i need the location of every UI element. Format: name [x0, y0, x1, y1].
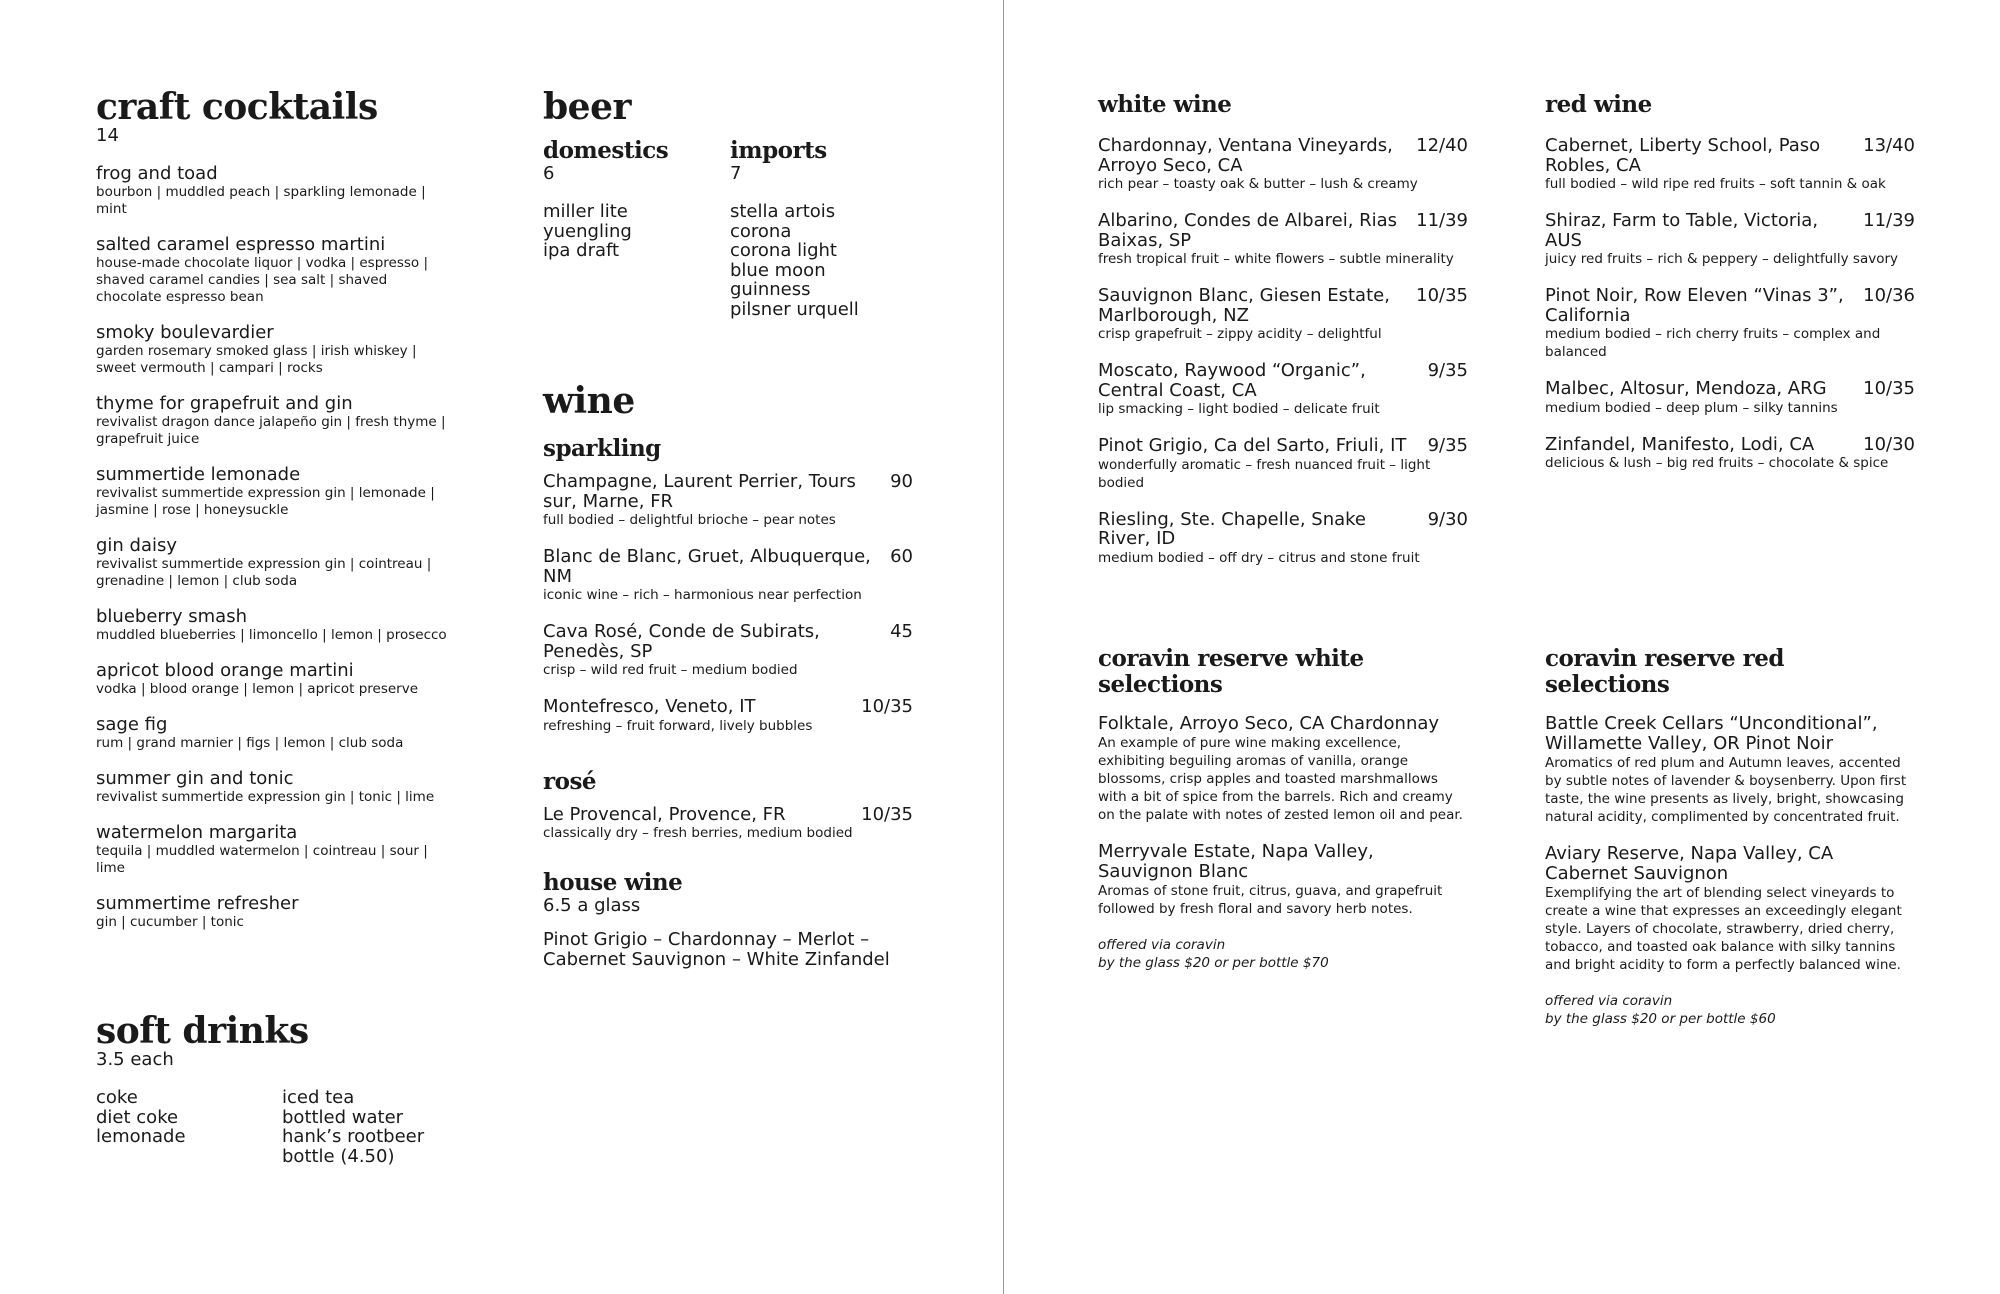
- red-wine-item: [1545, 136, 1915, 193]
- wine-desc: rich pear – toasty oak & butter – lush & creamy: [1098, 176, 1418, 192]
- red-wine-item: [1545, 211, 1915, 268]
- cocktail-desc: revivalist summertide expression gin | tonic | lime: [96, 789, 435, 805]
- wine-price: 11/39: [1863, 210, 1915, 231]
- wine-name: Shiraz, Farm to Table, Victoria, AUS: [1545, 210, 1819, 251]
- cocktail-desc: house-made chocolate liquor | vodka | espresso | shaved caramel candies | sea salt | shaved chocolate espresso bean: [96, 255, 429, 305]
- white-wine-item: [1098, 136, 1468, 193]
- wine-name: Le Provencal, Provence, FR: [543, 803, 786, 825]
- red-wine-item: [1545, 379, 1915, 417]
- house-wine-title: house wine: [543, 869, 683, 896]
- cocktail-desc: tequila | muddled watermelon | cointreau | sour | lime: [96, 843, 428, 876]
- coravin-white-title: coravin reserve white selections: [1098, 645, 1364, 698]
- wine-name: Cabernet, Liberty School, Paso Robles, CA: [1545, 135, 1821, 176]
- wine-price: 12/40: [1416, 135, 1468, 156]
- white-wine-title: white wine: [1098, 91, 1232, 118]
- reserve-name: Folktale, Arroyo Seco, CA Chardonnay: [1098, 713, 1440, 734]
- wine-name: Pinot Noir, Row Eleven “Vinas 3”, California: [1545, 285, 1844, 326]
- soft-drinks-list-2: [282, 1088, 424, 1166]
- cocktail-item: [96, 536, 456, 590]
- reserve-desc: Exemplifying the art of blending select vineyards to create a wine that expresses an exceedingly elegant style. Layers of chocolate, strawberry, dried cherry, tobacco, and toasted oak balance with silky tannins and bright acidity to form a perfectly balanced wine.: [1545, 885, 1902, 973]
- cocktail-desc: garden rosemary smoked glass | irish whiskey | sweet vermouth | campari | rocks: [96, 343, 417, 376]
- reserve-desc: Aromatics of red plum and Autumn leaves, accented by subtle notes of lavender & boysenberry. Upon first taste, the wine presents as lively, bright, showcasing natural acidity, complimented by concentrated fruit.: [1545, 755, 1907, 825]
- wine-price: 60: [890, 546, 913, 567]
- rose-item: [543, 805, 913, 843]
- wine-desc: iconic wine – rich – harmonious near perfection: [543, 587, 862, 603]
- imports-group: [730, 138, 859, 319]
- wine-name: Chardonnay, Ventana Vineyards, Arroyo Seco, CA: [1098, 135, 1393, 176]
- sparkling-list: [543, 472, 913, 735]
- wine-name: Albarino, Condes de Albarei, Rias Baixas, SP: [1098, 210, 1398, 251]
- rose-title: rosé: [543, 767, 597, 795]
- coravin-white-list: [1098, 714, 1468, 918]
- white-wine-item: [1098, 510, 1468, 567]
- coravin-red-note-1: offered via coravin: [1545, 993, 1673, 1009]
- wine-row: [543, 622, 913, 661]
- wine-desc: crisp – wild red fruit – medium bodied: [543, 662, 798, 678]
- sparkling-item: [543, 622, 913, 679]
- cocktails-section: [96, 88, 456, 948]
- cocktails-title: craft cocktails: [96, 86, 378, 128]
- soft-drink-item: coke: [96, 1087, 138, 1108]
- coravin-white-note-2: by the glass $20 or per bottle $70: [1098, 955, 1329, 971]
- wine-row: [543, 697, 913, 717]
- page-divider: [1003, 0, 1004, 1294]
- sparkling-title: sparkling: [543, 435, 661, 462]
- cocktail-desc: bourbon | muddled peach | sparkling lemonade | mint: [96, 184, 426, 217]
- cocktail-desc: gin | cucumber | tonic: [96, 914, 244, 930]
- soft-drink-item: diet coke: [96, 1106, 179, 1128]
- domestics-title: domestics: [543, 137, 669, 164]
- cocktail-name: frog and toad: [96, 163, 218, 184]
- soft-drink-item: bottled water: [282, 1106, 404, 1128]
- wine-desc: classically dry – fresh berries, medium bodied: [543, 825, 853, 841]
- beer-item: blue moon: [730, 259, 826, 281]
- red-wine-item: [1545, 435, 1915, 473]
- wine-row: [1098, 436, 1468, 456]
- cocktail-list: [96, 164, 456, 931]
- cocktail-item: [96, 394, 456, 448]
- cocktail-item: [96, 235, 456, 306]
- coravin-red-item: [1545, 844, 1915, 974]
- wine-desc: refreshing – fruit forward, lively bubbles: [543, 717, 813, 734]
- coravin-white-item: [1098, 714, 1468, 824]
- wine-price: 9/35: [1427, 360, 1468, 381]
- imports-list: [730, 202, 859, 319]
- white-wine-item: [1098, 436, 1468, 492]
- reserve-desc: An example of pure wine making excellence, exhibiting beguiling aromas of vanilla, orange blossoms, crisp apples and toasted marshmallows with a bit of spice from the barrels. Rich and creamy on the palate with notes of zested lemon oil and pear.: [1098, 735, 1463, 823]
- cocktail-item: [96, 164, 456, 218]
- cocktail-name: summer gin and tonic: [96, 768, 294, 789]
- cocktail-name: sage fig: [96, 714, 168, 735]
- cocktail-desc: revivalist dragon dance jalapeño gin | fresh thyme | grapefruit juice: [96, 414, 446, 447]
- beer-item: pilsner urquell: [730, 298, 859, 320]
- reserve-desc: Aromas of stone fruit, citrus, guava, and grapefruit followed by fresh floral and savory herb notes.: [1098, 883, 1443, 917]
- cocktail-item: [96, 769, 456, 806]
- beer-item: guinness: [730, 279, 811, 300]
- wine-title: wine: [543, 380, 635, 422]
- wine-price: 10/36: [1863, 285, 1915, 306]
- wine-desc: full bodied – delightful brioche – pear notes: [543, 512, 836, 528]
- cocktail-item: [96, 661, 456, 698]
- wine-desc: medium bodied – rich cherry fruits – complex and balanced: [1545, 326, 1881, 360]
- sparkling-item: [543, 697, 913, 735]
- cocktails-price: 14: [96, 125, 119, 146]
- wine-price: 45: [890, 621, 913, 642]
- wine-row: [1098, 211, 1468, 250]
- imports-title: imports: [730, 137, 827, 164]
- wine-row: [1098, 286, 1468, 325]
- wine-name: Champagne, Laurent Perrier, Tours sur, Marne, FR: [543, 471, 856, 512]
- wine-row: [543, 472, 913, 511]
- sparkling-item: [543, 547, 913, 604]
- soft-drink-item: bottle (4.50): [282, 1145, 395, 1167]
- coravin-red-list: [1545, 714, 1915, 974]
- imports-price: 7: [730, 163, 742, 184]
- soft-drinks-price: 3.5 each: [96, 1049, 174, 1070]
- white-wine-item: [1098, 286, 1468, 343]
- cocktail-name: gin daisy: [96, 535, 178, 556]
- white-wine-item: [1098, 361, 1468, 418]
- wine-price: 11/39: [1416, 210, 1468, 231]
- reserve-name: Aviary Reserve, Napa Valley, CA Cabernet Sauvignon: [1545, 843, 1834, 884]
- cocktail-name: summertide lemonade: [96, 464, 301, 485]
- wine-price: 10/35: [861, 696, 913, 717]
- beer-title: beer: [543, 86, 631, 128]
- wine-row: [1098, 361, 1468, 400]
- beer-item: yuengling: [543, 220, 632, 242]
- cocktail-desc: vodka | blood orange | lemon | apricot preserve: [96, 681, 419, 697]
- wine-row: [1545, 379, 1915, 399]
- beer-item: corona light: [730, 240, 837, 261]
- wine-row: [543, 547, 913, 586]
- red-wine-title: red wine: [1545, 91, 1652, 118]
- wine-price: 13/40: [1863, 135, 1915, 156]
- red-wine-item: [1545, 286, 1915, 361]
- red-wine-section: [1545, 92, 1915, 490]
- white-wine-item: [1098, 211, 1468, 268]
- wine-name: Riesling, Ste. Chapelle, Snake River, ID: [1098, 508, 1366, 549]
- coravin-red-item: [1545, 714, 1915, 826]
- cocktail-name: watermelon margarita: [96, 822, 298, 843]
- beer-section: [543, 88, 913, 319]
- cocktail-item: [96, 894, 456, 931]
- cocktail-name: apricot blood orange martini: [96, 660, 354, 681]
- wine-price: 10/35: [1416, 285, 1468, 306]
- house-wine-list: Pinot Grigio – Chardonnay – Merlot – Cabernet Sauvignon – White Zinfandel: [543, 929, 890, 970]
- domestics-group: [543, 138, 730, 319]
- beer-item: corona: [730, 220, 792, 242]
- cocktail-name: blueberry smash: [96, 606, 247, 627]
- wine-price: 10/35: [861, 803, 913, 825]
- coravin-white-item: [1098, 842, 1468, 918]
- wine-section: [543, 382, 913, 969]
- cocktail-desc: revivalist summertide expression gin | lemonade | jasmine | rose | honeysuckle: [96, 485, 435, 518]
- wine-row: [1098, 136, 1468, 175]
- wine-row: [1545, 211, 1915, 250]
- house-wine-price: 6.5 a glass: [543, 895, 641, 916]
- wine-price: 90: [890, 471, 913, 492]
- coravin-white-section: [1098, 646, 1468, 972]
- wine-name: Cava Rosé, Conde de Subirats, Penedès, SP: [543, 621, 820, 662]
- coravin-red-note-2: by the glass $20 or per bottle $60: [1545, 1011, 1776, 1027]
- white-wine-section: [1098, 92, 1468, 585]
- wine-desc: medium bodied – deep plum – silky tannins: [1545, 399, 1838, 416]
- wine-desc: delicious & lush – big red fruits – chocolate & spice: [1545, 455, 1889, 471]
- soft-drinks-title: soft drinks: [96, 1010, 309, 1052]
- cocktail-item: [96, 607, 456, 644]
- wine-price: 10/30: [1863, 433, 1915, 455]
- wine-row: [1545, 286, 1915, 325]
- sparkling-item: [543, 472, 913, 529]
- cocktail-item: [96, 465, 456, 519]
- beer-item: stella artois: [730, 201, 836, 222]
- wine-desc: fresh tropical fruit – white flowers – subtle minerality: [1098, 251, 1454, 267]
- wine-name: Malbec, Altosur, Mendoza, ARG: [1545, 378, 1827, 399]
- wine-price: 9/35: [1427, 435, 1468, 456]
- soft-drinks-section: [96, 1012, 456, 1166]
- wine-price: 9/30: [1427, 508, 1468, 530]
- red-wine-list: [1545, 136, 1915, 472]
- wine-desc: crisp grapefruit – zippy acidity – delightful: [1098, 326, 1382, 342]
- wine-desc: juicy red fruits – rich & peppery – delightfully savory: [1545, 251, 1899, 267]
- cocktail-item: [96, 715, 456, 752]
- cocktail-name: smoky boulevardier: [96, 322, 274, 343]
- cocktail-name: thyme for grapefruit and gin: [96, 393, 353, 414]
- wine-name: Moscato, Raywood “Organic”, Central Coast, CA: [1098, 360, 1366, 401]
- wine-name: Montefresco, Veneto, IT: [543, 696, 756, 717]
- white-wine-list: [1098, 136, 1468, 567]
- beer-item: miller lite: [543, 201, 628, 222]
- cocktail-desc: muddled blueberries | limoncello | lemon | prosecco: [96, 627, 447, 643]
- domestics-list: [543, 202, 730, 261]
- soft-drink-item: hank’s rootbeer: [282, 1126, 425, 1147]
- cocktail-name: salted caramel espresso martini: [96, 234, 386, 255]
- soft-drinks-list-1: [96, 1088, 282, 1166]
- soft-drink-item: iced tea: [282, 1087, 355, 1108]
- cocktail-item: [96, 323, 456, 377]
- coravin-red-title: coravin reserve red selections: [1545, 645, 1784, 698]
- wine-desc: full bodied – wild ripe red fruits – soft tannin & oak: [1545, 176, 1886, 192]
- wine-name: Pinot Grigio, Ca del Sarto, Friuli, IT: [1098, 435, 1407, 456]
- wine-name: Sauvignon Blanc, Giesen Estate, Marlborough, NZ: [1098, 285, 1390, 326]
- wine-row: [1545, 435, 1915, 455]
- wine-row: [1545, 136, 1915, 175]
- wine-row: [1098, 510, 1468, 549]
- coravin-red-section: [1545, 646, 1915, 1028]
- soft-drink-item: lemonade: [96, 1126, 186, 1147]
- rose-list: [543, 805, 913, 843]
- cocktail-item: [96, 823, 456, 877]
- cocktail-name: summertime refresher: [96, 893, 299, 914]
- wine-name: Zinfandel, Manifesto, Lodi, CA: [1545, 433, 1815, 455]
- wine-desc: medium bodied – off dry – citrus and stone fruit: [1098, 549, 1420, 566]
- wine-name: Blanc de Blanc, Gruet, Albuquerque, NM: [543, 546, 871, 587]
- wine-desc: lip smacking – light bodied – delicate fruit: [1098, 401, 1380, 417]
- coravin-white-note-1: offered via coravin: [1098, 937, 1226, 953]
- beer-item: ipa draft: [543, 240, 620, 261]
- wine-row: [543, 805, 913, 825]
- reserve-name: Battle Creek Cellars “Unconditional”, Willamette Valley, OR Pinot Noir: [1545, 713, 1878, 754]
- domestics-price: 6: [543, 163, 555, 184]
- reserve-name: Merryvale Estate, Napa Valley, Sauvignon Blanc: [1098, 841, 1374, 882]
- wine-price: 10/35: [1863, 378, 1915, 399]
- wine-desc: wonderfully aromatic – fresh nuanced fruit – light bodied: [1098, 456, 1431, 491]
- cocktail-desc: rum | grand marnier | figs | lemon | club soda: [96, 735, 404, 751]
- cocktail-desc: revivalist summertide expression gin | cointreau | grenadine | lemon | club soda: [96, 556, 432, 589]
